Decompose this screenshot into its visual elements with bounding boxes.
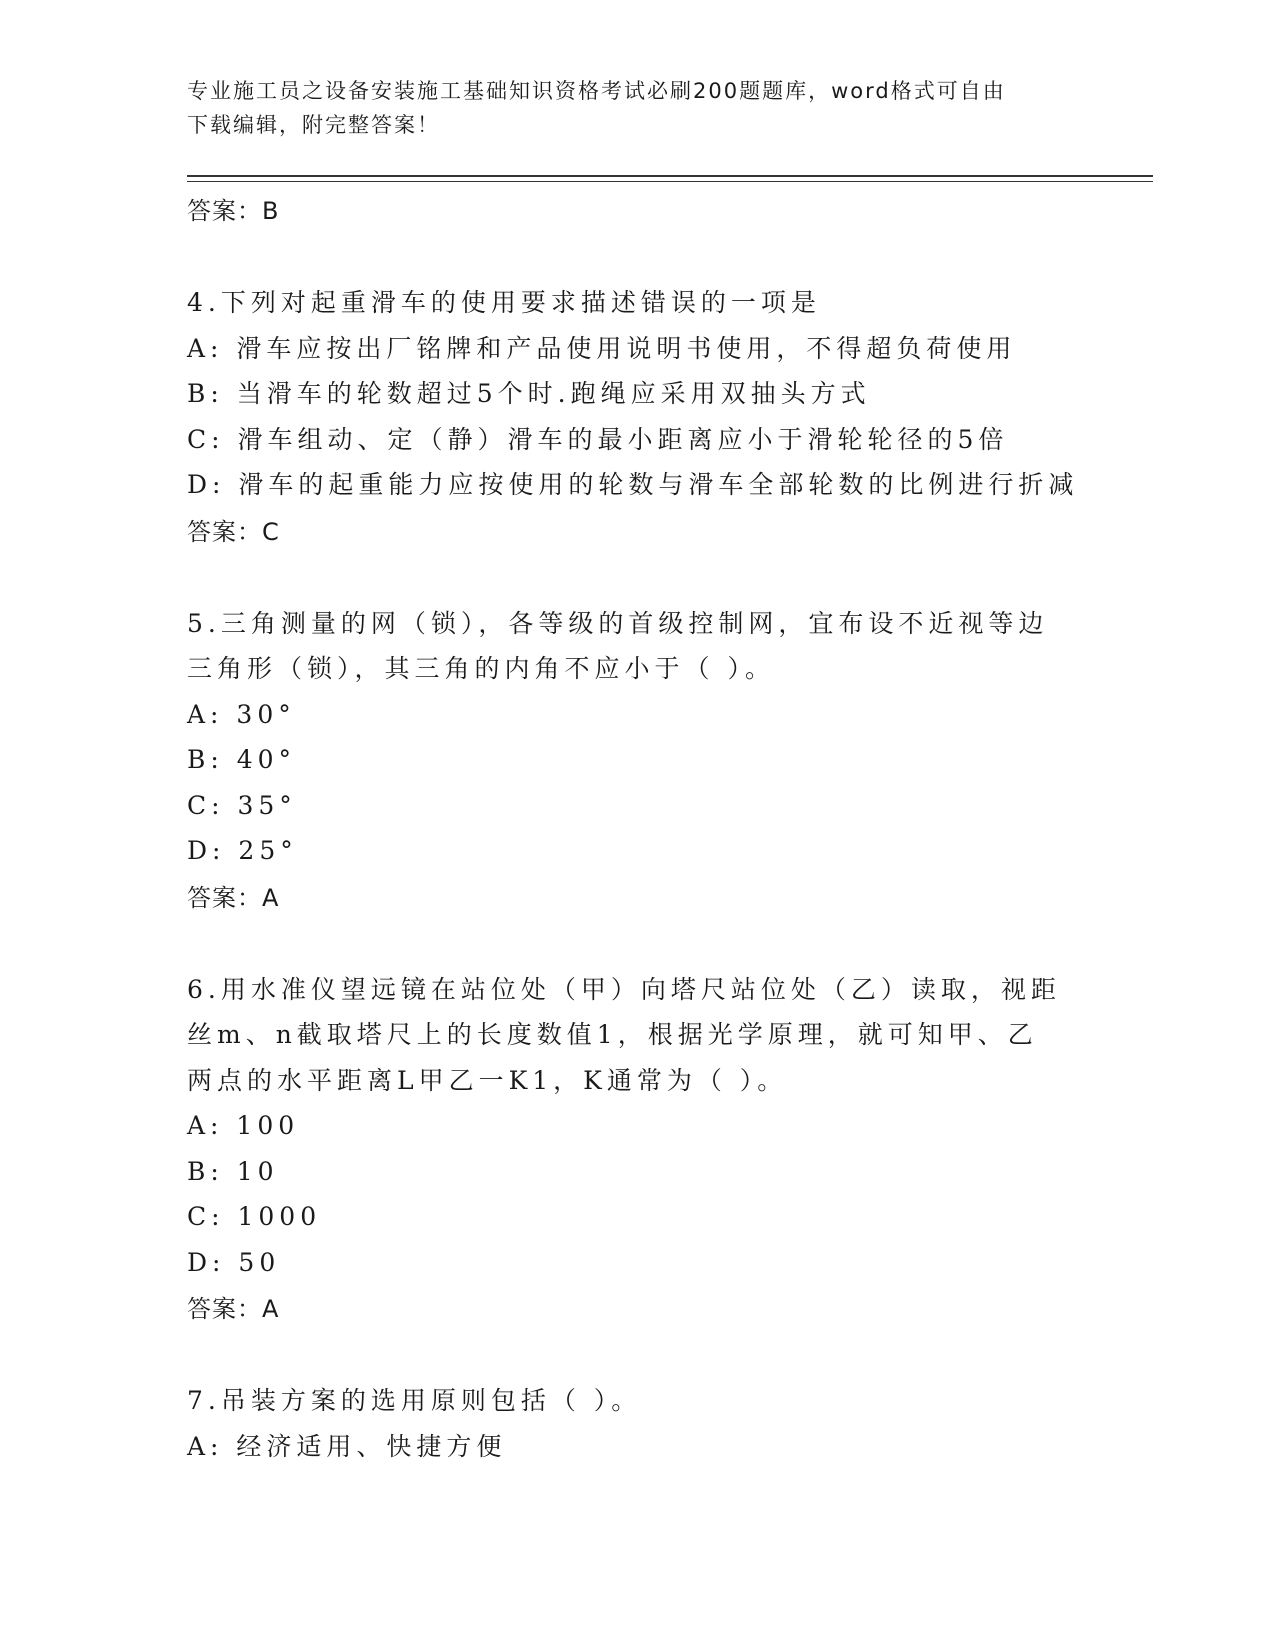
question-7 [187,1378,1187,1469]
option-c: C: 滑车组动、定（静）滑车的最小距离应小于滑轮轮径的5倍 [187,424,1009,454]
option-b: B: 当滑车的轮数超过5个时.跑绳应采用双抽头方式 [187,379,871,408]
question-6 [187,967,1187,1334]
option-c: C: 1000 [187,1202,322,1231]
question-stem: 6.用水准仪望远镜在站位处（甲）向塔尺站位处（乙）读取，视距丝m、n截取塔尺上的长度数值1，根据光学原理，就可知甲、乙两点的水平距离L甲乙一K1，K通常为（ ）。 [187,974,1061,1095]
answer-line: 答案：C [187,517,280,546]
option-a: A: 100 [187,1111,300,1140]
header-divider-thin [187,181,1153,182]
header-divider-thick [187,175,1153,177]
option-a: A: 经济适用、快捷方便 [187,1431,507,1461]
question-4 [187,280,1187,556]
option-b: B: 40° [187,745,297,774]
document-header [187,74,1087,142]
option-c: C: 35° [187,790,297,820]
option-d: D: 滑车的起重能力应按使用的轮数与滑车全部轮数的比例进行折减 [187,470,1079,499]
option-a: A: 滑车应按出厂铭牌和产品使用说明书使用，不得超负荷使用 [187,333,1017,363]
option-b: B: 10 [187,1156,279,1186]
header-line-2: 下载编辑，附完整答案！ [187,113,440,137]
question-stem: 5.三角测量的网（锁），各等级的首级控制网，宜布设不近视等边三角形（锁），其三角的内角不应小于（ ）。 [187,608,1049,683]
question-stem: 4.下列对起重滑车的使用要求描述错误的一项是 [187,288,821,317]
option-d: D: 25° [187,836,298,865]
answer-line: 答案：B [187,197,280,225]
option-a: A: 30° [187,699,296,729]
question-5 [187,601,1187,922]
question-stem: 7.吊装方案的选用原则包括（ ）。 [187,1386,642,1415]
option-d: D: 50 [187,1247,281,1277]
header-line-1: 专业施工员之设备安装施工基础知识资格考试必刷200题题库，word格式可自由 [187,79,1006,103]
question-list [187,187,1187,1469]
answer-line: 答案：A [187,883,280,912]
answer-line: 答案：A [187,1295,280,1323]
